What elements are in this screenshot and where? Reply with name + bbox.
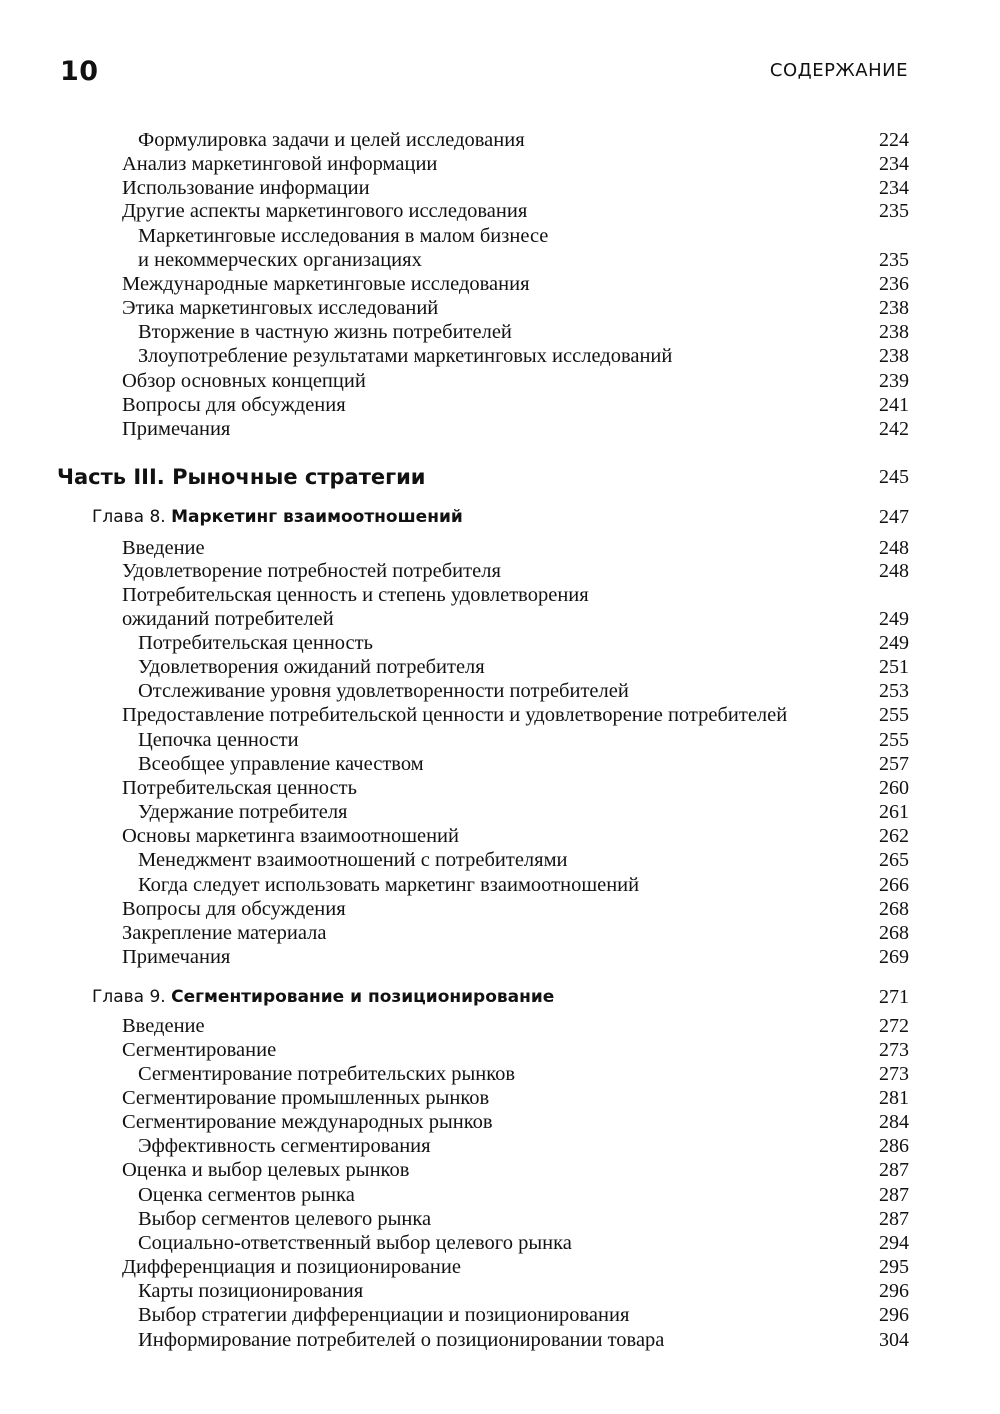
toc-entry-title: и некоммерческих организациях [138, 249, 422, 271]
chapter-title: Сегментирование и позиционирование [171, 987, 555, 1007]
toc-entry-title: Закрепление материала [122, 922, 327, 944]
toc-entry-page: 253 [879, 680, 909, 702]
toc-entry-page: 239 [879, 370, 909, 392]
toc-entry-page: 248 [879, 537, 909, 559]
toc-entry [0, 272, 1000, 296]
toc-entry-page: 245 [879, 466, 909, 488]
toc-entry [0, 1062, 1000, 1086]
toc-entry-title: Вопросы для обсуждения [122, 898, 346, 920]
toc-entry [0, 393, 1000, 417]
toc-entry [0, 1183, 1000, 1207]
toc-entry-page: 238 [879, 297, 909, 319]
chapter-heading [92, 985, 554, 1009]
toc-entry [0, 1014, 1000, 1038]
toc-entry-title: Информирование потребителей о позиционировании товара [138, 1329, 665, 1351]
toc-entry [0, 1279, 1000, 1303]
toc-entry [0, 703, 1000, 727]
toc-entry-page: 296 [879, 1280, 909, 1302]
toc-entry-page: 261 [879, 801, 909, 823]
toc-entry-page: 255 [879, 704, 909, 726]
toc-entry-title: Формулировка задачи и целей исследования [138, 129, 525, 151]
running-head: СОДЕРЖАНИЕ [769, 60, 908, 81]
toc-entry-page: 268 [879, 898, 909, 920]
toc-entry-page: 269 [879, 946, 909, 968]
toc-entry-page: 272 [879, 1015, 909, 1037]
toc-entry [0, 1303, 1000, 1327]
toc-entry-title: Примечания [122, 418, 231, 440]
part-title: Часть III. Рыночные стратегии [57, 465, 426, 489]
toc-entry [0, 655, 1000, 679]
toc-entry-title: Удовлетворения ожиданий потребителя [138, 656, 485, 678]
toc-entry-title: Выбор сегментов целевого рынка [138, 1208, 432, 1230]
toc-part-heading [0, 465, 1000, 489]
toc-entry-page: 287 [879, 1184, 909, 1206]
toc-entry [0, 344, 1000, 368]
toc-entry-title: Злоупотребление результатами маркетинговых исследований [138, 345, 673, 367]
toc-entry-page: 273 [879, 1063, 909, 1085]
toc-entry-page: 266 [879, 874, 909, 896]
toc-entry-page: 268 [879, 922, 909, 944]
toc-entry-title: Предоставление потребительской ценности и удовлетворение потребителей [122, 704, 788, 726]
toc-entry-title: Вопросы для обсуждения [122, 394, 346, 416]
toc-entry-title: Другие аспекты маркетингового исследования [122, 200, 528, 222]
toc-entry-title: ожиданий потребителей [122, 608, 334, 630]
toc-entry-title: Основы маркетинга взаимоотношений [122, 825, 459, 847]
toc-entry [0, 848, 1000, 872]
chapter-heading [92, 505, 463, 529]
toc-entry [0, 873, 1000, 897]
toc-chapter-heading [0, 505, 1000, 529]
toc-entry-page: 271 [879, 986, 909, 1008]
toc-entry-title: Потребительская ценность и степень удовлетворения [122, 584, 589, 606]
toc-entry-title: Удовлетворение потребностей потребителя [122, 560, 501, 582]
chapter-prefix: Глава 8. [92, 507, 172, 527]
toc-entry-page: 255 [879, 729, 909, 751]
toc-entry-title: Всеобщее управление качеством [138, 753, 424, 775]
toc-entry-page: 304 [879, 1329, 909, 1351]
page-number: 10 [60, 56, 99, 87]
toc-entry [0, 752, 1000, 776]
toc-entry-page: 284 [879, 1111, 909, 1133]
toc-entry-title: Когда следует использовать маркетинг взаимоотношений [138, 874, 640, 896]
toc-entry [0, 1158, 1000, 1182]
toc-entry-title: Международные маркетинговые исследования [122, 273, 530, 295]
toc-entry-title: Оценка и выбор целевых рынков [122, 1159, 410, 1181]
toc-entry-title: Вторжение в частную жизнь потребителей [138, 321, 512, 343]
toc-entry-page: 236 [879, 273, 909, 295]
toc-entry [0, 1328, 1000, 1352]
toc-entry [0, 320, 1000, 344]
toc-entry [0, 1038, 1000, 1062]
toc-entry [0, 1086, 1000, 1110]
toc-entry-title: Сегментирование международных рынков [122, 1111, 493, 1133]
chapter-prefix: Глава 9. [92, 987, 172, 1007]
toc-entry-page: 247 [879, 506, 909, 528]
toc-entry-title: Маркетинговые исследования в малом бизнесе [138, 225, 549, 247]
toc-entry [0, 945, 1000, 969]
toc-entry [0, 897, 1000, 921]
toc-entry-page: 260 [879, 777, 909, 799]
toc-entry-title: Выбор стратегии дифференциации и позиционирования [138, 1304, 630, 1326]
toc-entry [0, 1231, 1000, 1255]
toc-entry-title: Цепочка ценности [138, 729, 299, 751]
toc-entry-page: 234 [879, 153, 909, 175]
toc-entry-page: 286 [879, 1135, 909, 1157]
toc-entry-page: 238 [879, 345, 909, 367]
toc-entry [0, 296, 1000, 320]
toc-entry [0, 800, 1000, 824]
toc-entry-page: 287 [879, 1159, 909, 1181]
toc-entry-title: Обзор основных концепций [122, 370, 366, 392]
toc-entry [0, 728, 1000, 752]
toc-entry [0, 583, 1000, 607]
toc-entry-title: Дифференциация и позиционирование [122, 1256, 461, 1278]
toc-entry-title: Отслеживание уровня удовлетворенности потребителей [138, 680, 629, 702]
toc-entry-title: Оценка сегментов рынка [138, 1184, 355, 1206]
toc-entry-page: 235 [879, 249, 909, 271]
toc-entry-page: 296 [879, 1304, 909, 1326]
chapter-title: Маркетинг взаимоотношений [171, 507, 463, 527]
toc-entry [0, 921, 1000, 945]
toc-entry-page: 273 [879, 1039, 909, 1061]
toc-entry-page: 248 [879, 560, 909, 582]
toc-entry-page: 262 [879, 825, 909, 847]
toc-entry-title: Карты позиционирования [138, 1280, 364, 1302]
toc-entry-page: 249 [879, 632, 909, 654]
toc-entry-page: 251 [879, 656, 909, 678]
toc-entry [0, 607, 1000, 631]
toc-entry-page: 238 [879, 321, 909, 343]
toc-entry-title: Менеджмент взаимоотношений с потребителями [138, 849, 568, 871]
toc-entry-title: Потребительская ценность [122, 777, 357, 799]
toc-entry-page: 265 [879, 849, 909, 871]
toc-entry-title: Социально-ответственный выбор целевого рынка [138, 1232, 572, 1254]
toc-entry-page: 241 [879, 394, 909, 416]
toc-entry-title: Сегментирование промышленных рынков [122, 1087, 490, 1109]
toc-entry [0, 224, 1000, 248]
toc-entry-title: Эффективность сегментирования [138, 1135, 431, 1157]
toc-entry-page: 235 [879, 200, 909, 222]
toc-entry [0, 776, 1000, 800]
toc-entry-title: Удержание потребителя [138, 801, 348, 823]
toc-entry-page: 281 [879, 1087, 909, 1109]
toc-entry [0, 248, 1000, 272]
toc-entry [0, 1134, 1000, 1158]
toc-entry-title: Сегментирование [122, 1039, 277, 1061]
toc-entry-page: 242 [879, 418, 909, 440]
toc-entry-page: 249 [879, 608, 909, 630]
toc-chapter-heading [0, 985, 1000, 1009]
toc-entry [0, 417, 1000, 441]
toc-entry [0, 536, 1000, 560]
toc-entry-title: Использование информации [122, 177, 370, 199]
toc-entry-page: 287 [879, 1208, 909, 1230]
toc-entry [0, 128, 1000, 152]
toc-entry-title: Этика маркетинговых исследований [122, 297, 439, 319]
toc-entry-title: Сегментирование потребительских рынков [138, 1063, 516, 1085]
toc-entry [0, 152, 1000, 176]
toc-entry [0, 176, 1000, 200]
toc-entry [0, 199, 1000, 223]
toc-entry-page: 234 [879, 177, 909, 199]
toc-entry [0, 1255, 1000, 1279]
toc-entry [0, 369, 1000, 393]
toc-entry-page: 224 [879, 129, 909, 151]
toc-entry [0, 1110, 1000, 1134]
toc-entry [0, 1207, 1000, 1231]
toc-entry-title: Примечания [122, 946, 231, 968]
toc-entry-title: Введение [122, 537, 205, 559]
toc-entry-title: Потребительская ценность [138, 632, 373, 654]
toc-entry-title: Анализ маркетинговой информации [122, 153, 438, 175]
toc-entry-page: 294 [879, 1232, 909, 1254]
toc-entry [0, 559, 1000, 583]
toc-entry-page: 295 [879, 1256, 909, 1278]
toc-entry [0, 824, 1000, 848]
toc-entry-page: 257 [879, 753, 909, 775]
toc-entry [0, 631, 1000, 655]
toc-entry-title: Введение [122, 1015, 205, 1037]
toc-entry [0, 679, 1000, 703]
